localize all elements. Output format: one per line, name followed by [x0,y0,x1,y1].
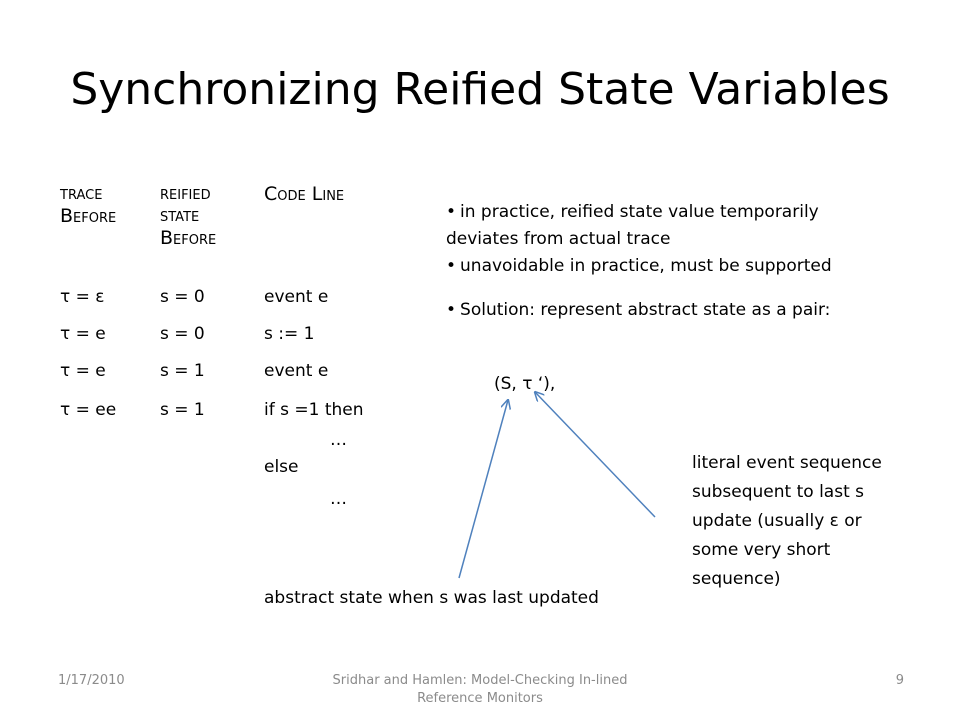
row4-state: s = 1 [160,400,205,420]
bullet-item: • Solution: represent abstract state as a pair: [446,297,886,324]
footer-date: 1/17/2010 [58,673,125,688]
row3-code: event e [264,361,329,381]
slide-title: Synchronizing Reified State Variables [70,64,890,115]
code-ellipsis-else: … [330,489,347,509]
arrow-to-tau [535,392,655,517]
state-pair: (S, τ ‘), [494,374,556,394]
footer-page-number: 9 [895,673,904,688]
header-reified-state-before: REIFIED STATE BEFORE [160,188,217,249]
row1-state: s = 0 [160,287,205,307]
footer-title: Sridhar and Hamlen: Model-Checking In-lined Reference Monitors [332,673,628,706]
arrow-to-S [459,400,508,578]
row2-state: s = 0 [160,324,205,344]
bullet-item: • in practice, reified state value temporarily deviates from actual trace [446,199,886,253]
code-else: else [264,457,299,477]
header-trace-before: TRACE BEFORE [60,188,117,227]
note-abstract-state: abstract state when s was last updated [264,588,599,608]
header-code-line: CODE LINE [264,183,345,205]
note-literal-sequence: literal event sequence subsequent to last s update (usually ε or some very short sequence) [692,453,882,589]
row1-code: event e [264,287,329,307]
bullet-item: • unavoidable in practice, must be supported [446,253,886,280]
row2-code: s := 1 [264,324,315,344]
row4-trace: τ = ee [60,400,117,420]
row3-trace: τ = e [60,361,106,381]
row4-code: if s =1 then [264,400,364,420]
code-ellipsis-then: … [330,430,347,450]
row2-trace: τ = e [60,324,106,344]
row3-state: s = 1 [160,361,205,381]
row1-trace: τ = ε [60,287,105,307]
